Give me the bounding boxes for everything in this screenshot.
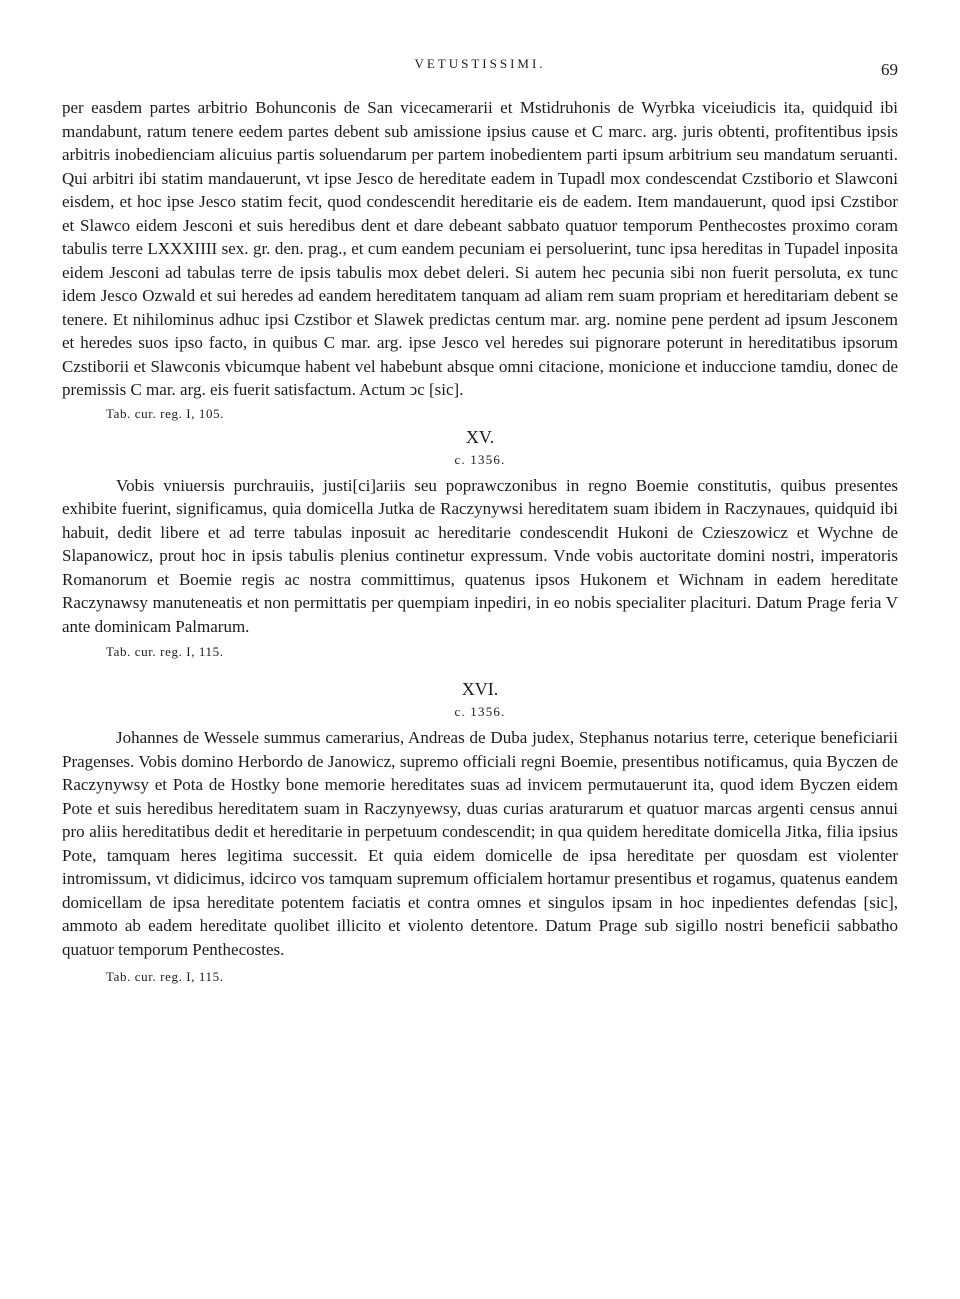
source-citation: Tab. cur. reg. I, 105. <box>106 405 225 421</box>
document-paragraph: Vobis vniuersis purchrauiis, justi[ci]ariis seu poprawczonibus in regno Boemie constitutis, quibus presentes exhibite fuerint, significamus, quia domicella Jutka de Raczynywsi hereditatem suam ibidem in Raczynaues, quidquid ibi habuit, dedit libere et ad terre tabulas inposuit ac hereditarie condescendit Hukoni de Czieszowicz et Wychne de Slapanowicz, prout hoc in ipsis tabulis plenius continetur expressum. Vnde vobis auctoritate domini nostri, imperatoris Romanorum et Boemie regis ac nostra committimus, quatenus ipsos Hukonem et Wichnam in eadem hereditate Raczynawsy manuteneatis et non permittatis per quempiam inpediri, in eo nobis specialiter placituri. Datum Prage feria V ante dominicam Palmarum. <box>62 475 898 636</box>
source-citation: Tab. cur. reg. I, 115. <box>106 969 224 984</box>
main-text <box>62 96 898 987</box>
source-citation: Tab. cur. reg. I, 115. <box>106 644 224 659</box>
document-number: XV. <box>465 426 495 447</box>
document-number: XVI. <box>461 679 499 699</box>
continuation-paragraph: per easdem partes arbitrio Bohunconis de San vicecamerarii et Mstidruhonis de Wyrbka viceiudicis ita, quidquid ibi mandabunt, ratum tenere eedem partes debent sub amissione ipsius cause et C marc. arg. juris obtenti, profitentibus ipsis arbitris inobedienciam alicuius partis soluendarum per partem inobedientem parti ipsum arbitrium seu mandatum seruanti. Qui arbitri ibi statim mandauerunt, vt ipse Jesco de hereditate eadem in Tupadl mox condescendat Czstiborio et Slawconi eisdem, et hoc ipse Jesco statim fecit, quod condescendit hereditarie eis de eadem. Item mandauerunt, quod ipsi Czstibor et Slawco eidem Jesconi et suis heredibus dent et dare debeant sabbato quatuor temporum Penthecostes proximo coram tabulis terre LXXXIIII sex. gr. den. prag., et cum eandem pecuniam ei persoluerint, tunc ipsa hereditas in Tupadel inposita eidem Jesconi ad tabulas terre de ipsis tabulis mox debet deleri. Si autem hec pecunia sibi non fuerit persoluta, ex tunc idem Jesco Ozwald et sui heredes ad eandem hereditatem tanquam ad aliam rem suam propriam et hereditariam debent se tenere. Et nihilominus adhuc ipsi Czstibor et Slawek predictas centum mar. arg. nomine pene perdent ad ipsum Jesconem et heredes suos ipso facto, in quibus C mar. arg. ipse Jesco vel heredes sui pignorare poterunt in hereditatibus ipsorum Czstiborii et Slawconis vbicumque habent vel habebunt absque omni citacione, monicione et induccione tamdiu, donec de premissis C mar. arg. eis fuerit satisfactum. Actum ↄc [sic]. <box>62 98 898 399</box>
page-number: 69 <box>881 60 898 79</box>
running-title: VETUSTISSIMI. <box>414 56 546 71</box>
document-date: c. 1356. <box>454 451 506 467</box>
document-date: c. 1356. <box>454 704 506 719</box>
document-paragraph: Johannes de Wessele summus camerarius, Andreas de Duba judex, Stephanus notarius terre, ceterique beneficiarii Pragenses. Vobis domino Herbordo de Janowicz, supremo officiali regni Boemie, presentibus notificamus, quia Byczen de Raczynywsy et Pota de Hostky bone memorie hereditates suas ad invicem permutauerunt ita, quod idem Byczen eidem Pote et suis heredibus hereditatem suam in Raczynyewsy, duas curias araturarum et quatuor marcas argenti census annui pro aliis hereditatibus dedit et hereditarie in perpetuum condescendit; in qua quidem hereditate domicella Jitka, filia ipsius Pote, tamquam heres legitima successit. Et quia eidem domicelle de ipsa hereditate per quosdam est violenter intromissum, vt didicimus, idcirco vos tamquam supremum officialem hortamur presentibus et rogamus, quatenus eandem domicellam de ipsa hereditate potentem faciatis et contra omnes et singulos ipsam in hoc inpedientes defendas [sic], ammoto ab eadem hereditate quolibet illicito et violento detentore. Datum Prage sub sigillo nostri beneficii sabbatho quatuor temporum Penthecostes. <box>62 728 898 959</box>
